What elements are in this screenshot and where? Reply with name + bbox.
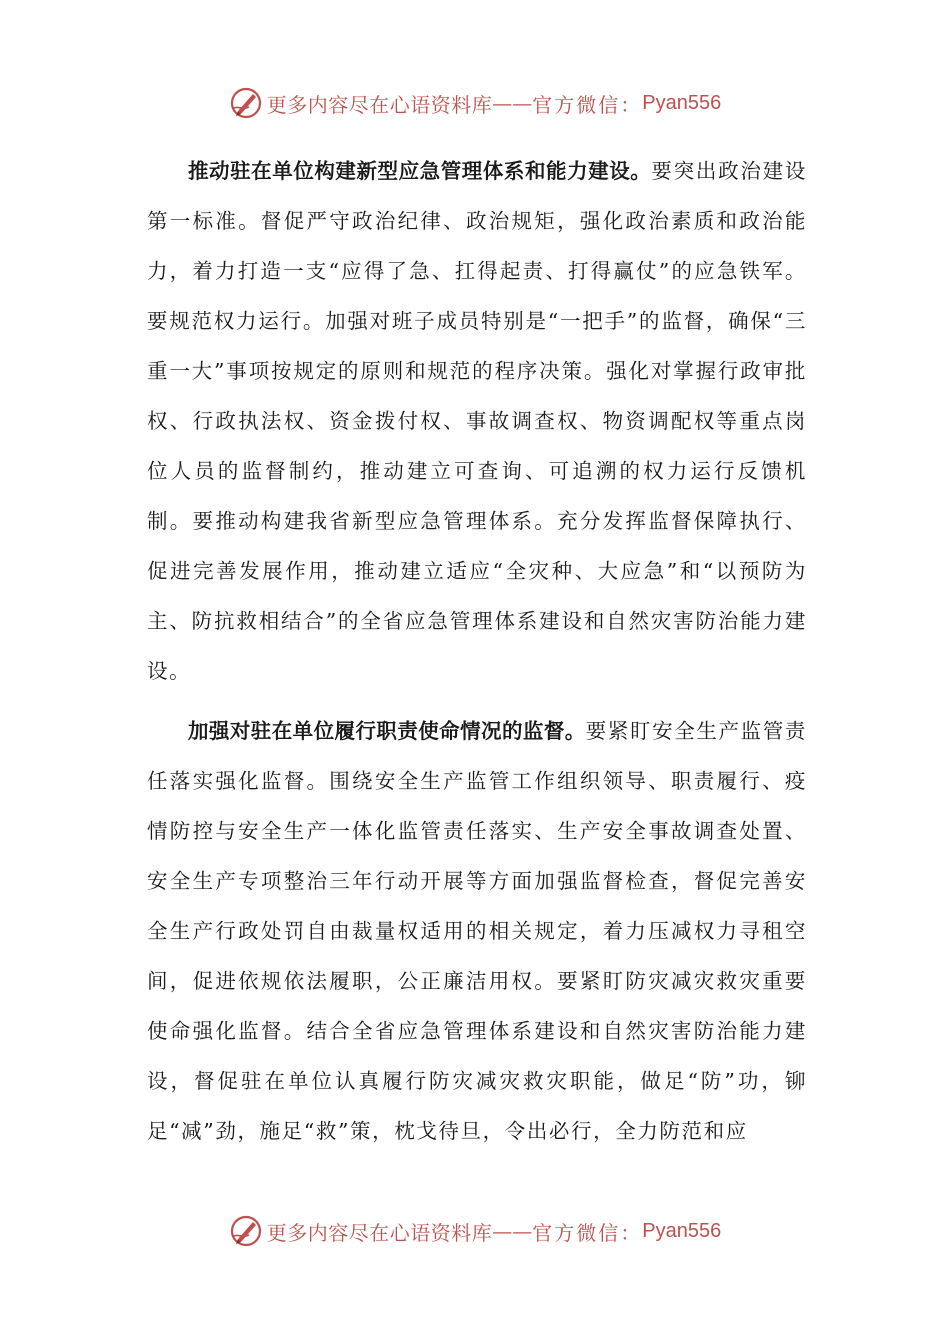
paragraph-2 — [147, 706, 807, 1156]
document-body — [147, 146, 807, 1156]
paragraph-2-body: 要紧盯安全生产监管责任落实强化监督。围绕安全生产监管工作组织领导、职责履行、疫情防控与安全生产一体化监管责任落实、生产安全事故调查处置、安全生产专项整治三年行动开展等方面加强监督检查，督促完善安全生产行政处罚自由裁量权适用的相关规定，着力压减权力寻租空间，促进依规依法履职，公正廉洁用权。要紧盯防灾减灾救灾重要使命强化监督。结合全省应急管理体系建设和自然灾害防治能力建设，督促驻在单位认真履行防灾减灾救灾职能，做足“防”功，铆足“减”劲，施足“救”策，枕戈待旦，令出必行，全力防范和应 — [147, 719, 807, 1143]
watermark-wechat-id: Pyan556 — [642, 1219, 722, 1242]
watermark-site-text: 更多内容尽在心语资料库 — [266, 1220, 493, 1245]
watermark-wechat-label: 官方微信： — [532, 92, 643, 117]
watermark-wechat-id: Pyan556 — [642, 91, 722, 114]
watermark-site-text: 更多内容尽在心语资料库 — [266, 92, 493, 117]
paragraph-1 — [147, 146, 807, 696]
header-watermark — [0, 83, 950, 123]
footer-watermark — [0, 1211, 950, 1251]
paragraph-1-lead: 推动驻在单位构建新型应急管理体系和能力建设。 — [188, 159, 652, 183]
pen-logo-icon — [229, 1214, 263, 1248]
paragraph-2-lead: 加强对驻在单位履行职责使命情况的监督。 — [188, 719, 586, 743]
pen-logo-icon — [229, 86, 263, 120]
watermark-separator: —— — [492, 1219, 533, 1243]
paragraph-1-body: 要突出政治建设第一标准。督促严守政治纪律、政治规矩，强化政治素质和政治能力，着力打造一支“应得了急、扛得起责、打得赢仗”的应急铁军。要规范权力运行。加强对班子成员特别是“一把手”的监督，确保“三重一大”事项按规定的原则和规范的程序决策。强化对掌握行政审批权、行政执法权、资金拨付权、事故调查权、物资调配权等重点岗位人员的监督制约，推动建立可查询、可追溯的权力运行反馈机制。要推动构建我省新型应急管理体系。充分发挥监督保障执行、促进完善发展作用，推动建立适应“全灾种、大应急”和“以预防为主、防抗救相结合”的全省应急管理体系建设和自然灾害防治能力建设。 — [147, 159, 807, 683]
watermark-wechat-label: 官方微信： — [532, 1220, 643, 1245]
watermark-separator: —— — [492, 91, 533, 115]
